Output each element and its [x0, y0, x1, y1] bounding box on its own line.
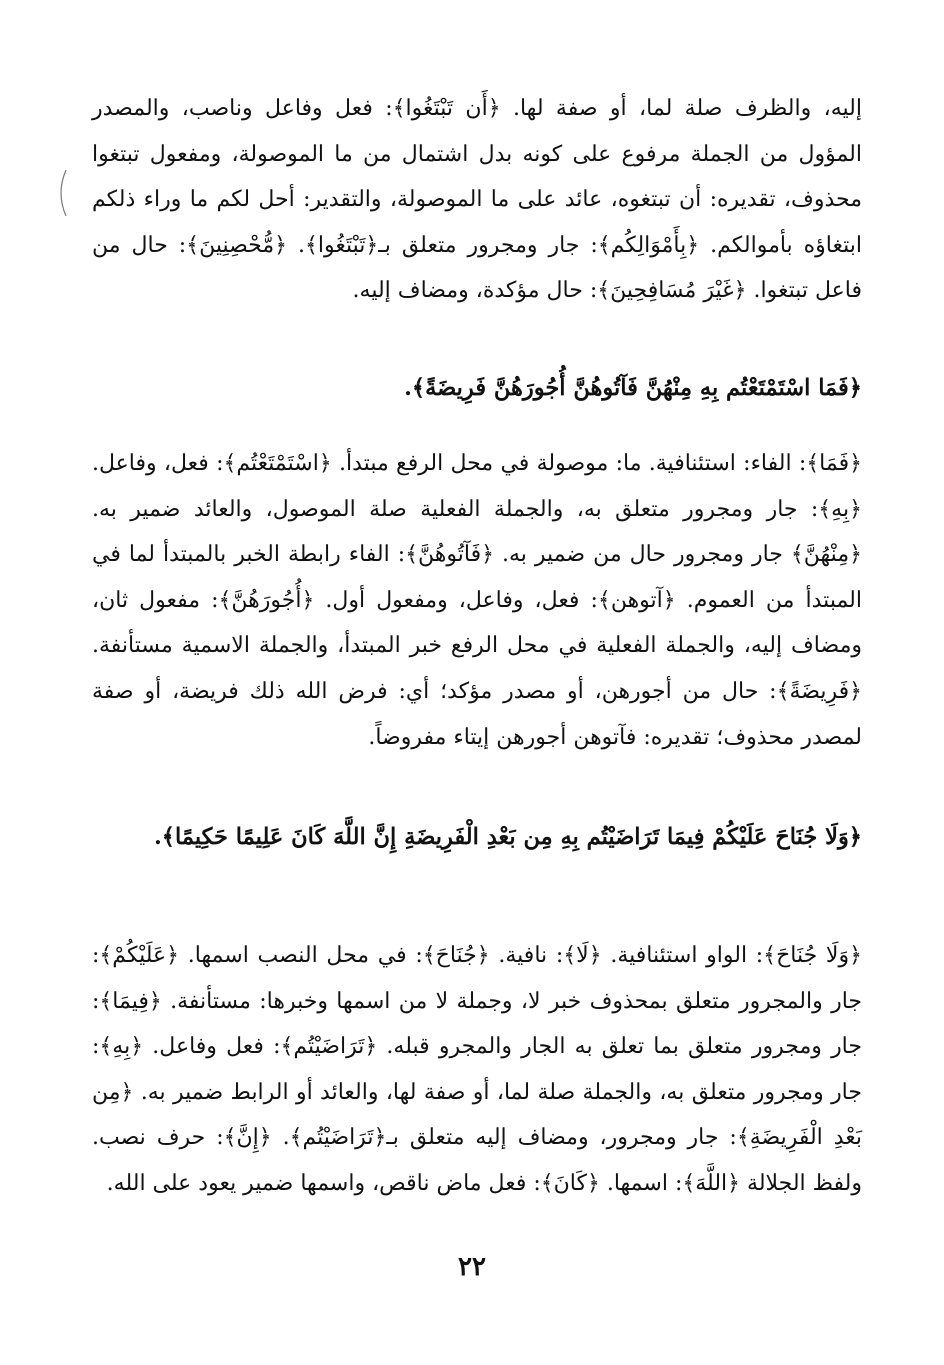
paragraph-commentary-1: إليه، والظرف صلة لما، أو صفة لها. ﴿أَن تَبْتَغُوا﴾: فعل وفاعل وناصب، والمصدر المؤول من الجملة مرفوع على كونه بدل اشتمال من ما الموصولة، ومفعول تبتغوا محذوف، تقديره: أن تبتغوه، عائد على ما الموصولة، والتقدير: أحل لكم ما وراء ذلكم ابتغاؤه بأموالكم. ﴿بِأَمْوَالِكُم﴾: جار ومجرور متعلق بـ﴿تَبْتَغُوا﴾. ﴿مُّحْصِنِينَ﴾: حال من فاعل تبتغوا. ﴿غَيْرَ مُسَافِحِينَ﴾: حال مؤكدة، ومضاف إليه. [92, 96, 862, 304]
margin-bracket-mark [54, 168, 68, 218]
quran-verse-1: ﴿فَمَا اسْتَمْتَعْتُم بِهِ مِنْهُنَّ فَآتُوهُنَّ أُجُورَهُنَّ فَرِيضَةً﴾. [404, 375, 862, 401]
paragraph-commentary-3: ﴿وَلَا جُنَاحَ﴾: الواو استئنافية. ﴿لَا﴾: نافية. ﴿جُنَاحَ﴾: في محل النصب اسمها. ﴿عَلَيْكُمْ﴾: جار والمجرور متعلق بمحذوف خبر لا، وجملة لا من اسمها وخبرها: مستأنفة. ﴿فِيمَا﴾: جار ومجرور متعلق بما تعلق به الجار والمجرو قبله. ﴿تَرَاضَيْتُم﴾: فعل وفاعل. ﴿بِهِ﴾: جار ومجرور متعلق به، والجملة صلة لما، أو صفة لها، والعائد أو الرابط ضمير به. ﴿مِن بَعْدِ الْفَرِيضَةِ﴾: جار ومجرور، ومضاف إليه متعلق بـ﴿تَرَاضَيْتُم﴾. ﴿إِنَّ﴾: حرف نصب. ولفظ الجلالة ﴿اللَّهَ﴾: اسمها. ﴿كَانَ﴾: فعل ماض ناقص، واسمها ضمير يعود على الله. [92, 943, 862, 1196]
page-number: ٢٢ [458, 1252, 486, 1282]
quran-verse-2: ﴿وَلَا جُنَاحَ عَلَيْكُمْ فِيمَا تَرَاضَيْتُم بِهِ مِن بَعْدِ الْفَرِيضَةِ إِنَّ اللَّهَ كَانَ عَلِيمًا حَكِيمًا﴾. [153, 824, 862, 850]
paragraph-commentary-2: ﴿فَمَا﴾: الفاء: استئنافية. ما: موصولة في محل الرفع مبتدأ. ﴿اسْتَمْتَعْتُم﴾: فعل، وفاعل. ﴿بِهِ﴾: جار ومجرور متعلق به، والجملة الفعلية صلة الموصول، والعائد ضمير به. ﴿مِنْهُنَّ﴾ جار ومجرور حال من ضمير به. ﴿فَآتُوهُنَّ﴾: الفاء رابطة الخبر بالمبتدأ لما في المبتدأ من العموم. ﴿آتوهن﴾: فعل، وفاعل، ومفعول أول. ﴿أُجُورَهُنَّ﴾: مفعول ثان، ومضاف إليه، والجملة الفعلية في محل الرفع خبر المبتدأ، والجملة الاسمية مستأنفة. ﴿فَرِيضَةً﴾: حال من أجورهن، أو مصدر مؤكد؛ أي: فرض الله ذلك فريضة، أو صفة لمصدر محذوف؛ تقديره: فآتوهن أجورهن إيتاء مفروضاً. [92, 451, 862, 750]
